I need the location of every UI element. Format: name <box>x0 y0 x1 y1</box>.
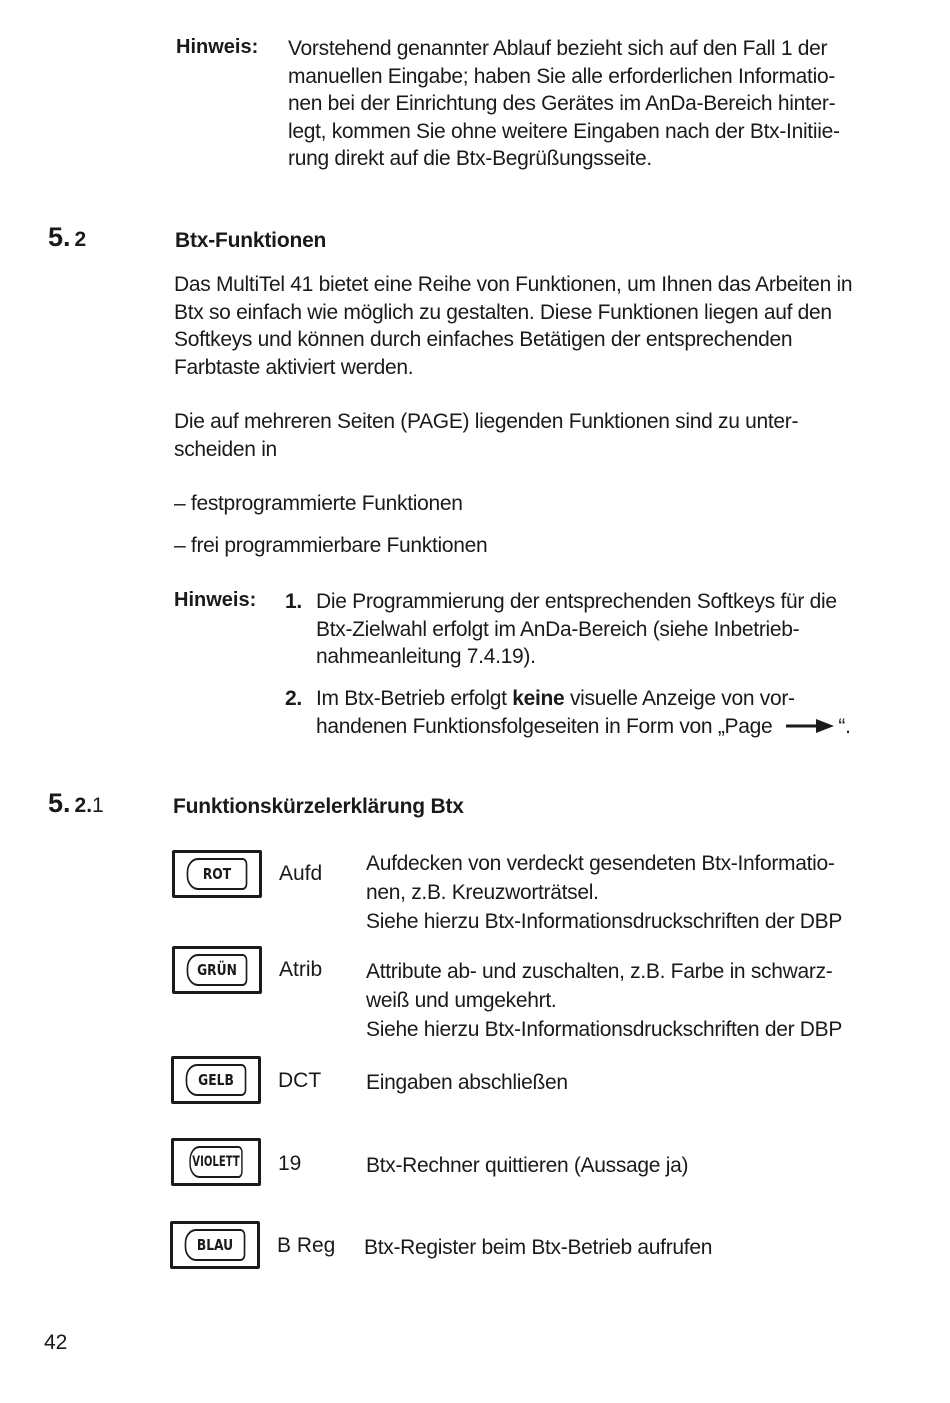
section-number-major: 5. <box>48 222 71 252</box>
text-line: Attribute ab- und zuschalten, z.B. Farbe in schwarz- <box>366 960 833 983</box>
arrow-right-icon <box>786 713 834 741</box>
subsection-number-sub: 1 <box>92 794 104 817</box>
function-description <box>366 1068 886 1097</box>
subsection-number-minor: 2. <box>74 794 93 817</box>
list-item: – frei programmierbare Funktionen <box>174 534 488 557</box>
section-paragraph <box>174 271 881 381</box>
emphasis-keine: keine <box>512 687 565 710</box>
section-paragraph <box>174 408 881 463</box>
text-line: Die auf mehreren Seiten (PAGE) liegenden Funktionen sind zu unter- <box>174 410 799 433</box>
function-description <box>366 957 886 1044</box>
violett-key-icon <box>171 1138 261 1186</box>
section-number <box>48 222 86 253</box>
text-line: weiß und umgekehrt. <box>366 989 557 1012</box>
section-title: Btx-Funktionen <box>175 229 327 252</box>
text-fragment: visuelle Anzeige von vor- <box>569 687 795 710</box>
text-line: Aufdecken von verdeckt gesendeten Btx-Informatio- <box>366 852 835 875</box>
text-line: Vorstehend genannter Ablauf bezieht sich auf den Fall 1 der <box>288 37 828 60</box>
key-label: GRÜN <box>187 954 248 986</box>
text-line: Btx-Register beim Btx-Betrieb aufrufen <box>364 1236 713 1259</box>
key-label: VIOLETT <box>189 1146 242 1178</box>
key-label: GELB <box>186 1064 247 1096</box>
text-line: nahmeanleitung 7.4.19). <box>316 645 536 668</box>
text-line: Btx-Rechner quittieren (Aussage ja) <box>366 1154 689 1177</box>
text-line: Eingaben abschließen <box>366 1071 568 1094</box>
text-line: Btx so einfach wie möglich zu gestalten. Diese Funktionen liegen auf den <box>174 300 832 324</box>
key-label: BLAU <box>185 1229 246 1261</box>
text-fragment: handenen Funktionsfolgeseiten in Form von „Page <box>316 714 773 738</box>
function-code: DCT <box>278 1069 322 1092</box>
page-number: 42 <box>44 1331 68 1354</box>
text-line: Siehe hierzu Btx-Informationsdruckschriften der DBP <box>366 910 843 933</box>
text-line: rung direkt auf die Btx-Begrüßungsseite. <box>288 147 652 170</box>
note-label: Hinweis: <box>174 589 257 611</box>
list-item: – festprogrammierte Funktionen <box>174 492 463 515</box>
function-description <box>366 1151 886 1180</box>
rot-key-icon <box>172 850 262 898</box>
function-code: Aufd <box>279 862 323 885</box>
text-line: Softkeys und können durch einfaches Betätigen der entsprechenden <box>174 328 793 351</box>
blau-key-icon <box>170 1221 260 1269</box>
text-line: Das MultiTel 41 bietet eine Reihe von Funktionen, um Ihnen das Arbeiten in <box>174 273 853 296</box>
function-description <box>364 1233 884 1262</box>
function-code: 19 <box>278 1152 302 1175</box>
note-item-text <box>316 588 880 671</box>
text-line: Siehe hierzu Btx-Informationsdruckschriften der DBP <box>366 1018 843 1041</box>
text-line <box>316 685 886 713</box>
text-line: nen bei der Einrichtung des Gerätes im AnDa-Bereich hinter- <box>288 92 836 115</box>
gelb-key-icon <box>171 1056 261 1104</box>
subsection-number <box>48 788 104 819</box>
text-line: scheiden in <box>174 437 277 461</box>
gruen-key-icon <box>172 946 262 994</box>
text-fragment: “. <box>838 714 851 738</box>
function-code: B Reg <box>277 1234 336 1257</box>
function-code: Atrib <box>279 958 323 981</box>
note-item-number: 1. <box>285 590 302 613</box>
text-line: Die Programmierung der entsprechenden Softkeys für die <box>316 590 837 613</box>
text-line: manuellen Eingabe; haben Sie alle erforderlichen Informatio- <box>288 64 836 88</box>
key-label: ROT <box>187 858 248 890</box>
text-fragment: Im Btx-Betrieb erfolgt <box>316 687 507 710</box>
intro-note-text <box>288 35 884 173</box>
subsection-title: Funktionskürzelerklärung Btx <box>173 795 464 818</box>
intro-note-label: Hinweis: <box>176 36 259 58</box>
text-line: legt, kommen Sie ohne weitere Eingaben nach der Btx-Initiie- <box>288 119 840 143</box>
text-line: nen, z.B. Kreuzworträtsel. <box>366 881 599 904</box>
subsection-number-major: 5. <box>48 788 71 818</box>
text-line: Btx-Zielwahl erfolgt im AnDa-Bereich (siehe Inbetrieb- <box>316 617 800 641</box>
note-item-number: 2. <box>285 687 302 710</box>
function-description <box>366 849 886 936</box>
text-line: Farbtaste aktiviert werden. <box>174 355 414 379</box>
section-number-minor: 2 <box>74 228 87 251</box>
note-item-text <box>316 685 886 741</box>
text-line <box>316 713 886 741</box>
